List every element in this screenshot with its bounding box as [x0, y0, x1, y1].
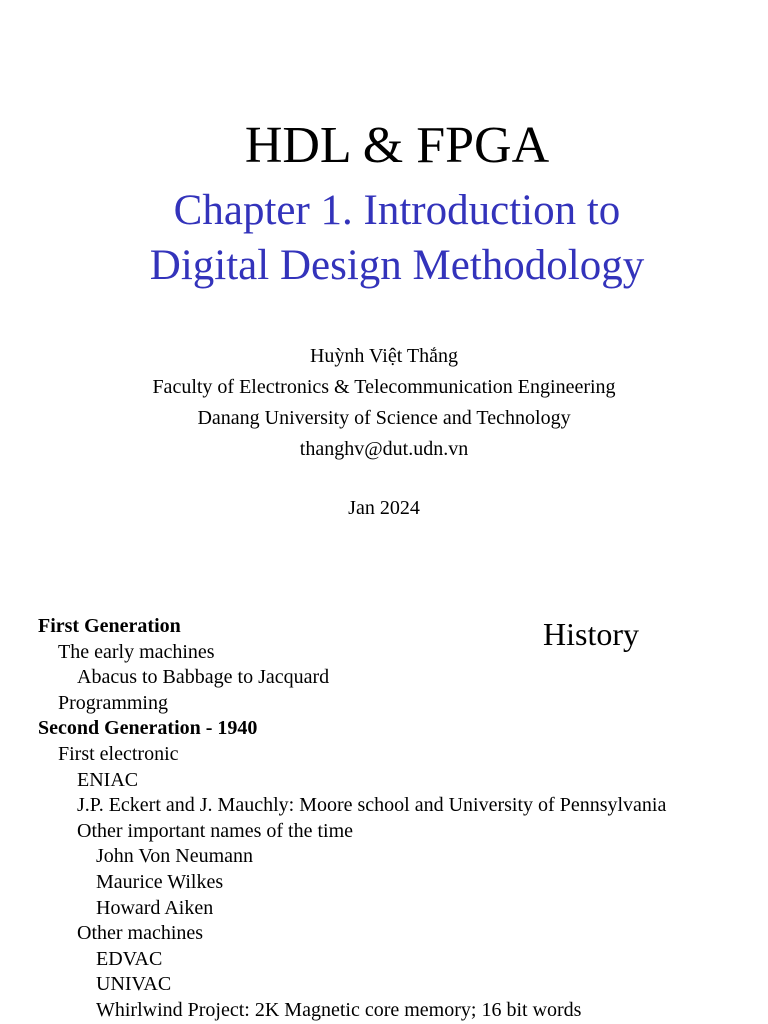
outline-item: Other important names of the time: [77, 819, 354, 842]
outline-item: J.P. Eckert and J. Mauchly: Moore school and University of Pennsylvania: [77, 794, 667, 817]
subtitle-line-2: Digital Design Methodology: [149, 242, 645, 289]
outline-item: UNIVAC: [96, 973, 172, 996]
document-title: HDL & FPGA: [244, 117, 550, 174]
outline-item: Abacus to Babbage to Jacquard: [77, 666, 330, 689]
presentation-date: Jan 2024: [348, 497, 420, 519]
author-info: [0, 341, 768, 465]
outline-item: EDVAC: [96, 947, 163, 970]
author-email: thanghv@dut.udn.vn: [299, 438, 469, 460]
history-slide: [0, 600, 768, 1024]
outline-item: ENIAC: [77, 768, 139, 791]
author-name: Huỳnh Việt Thắng: [309, 345, 459, 367]
outline-item: Maurice Wilkes: [96, 870, 224, 893]
outline-item: The early machines: [58, 640, 215, 663]
outline-item: Other machines: [77, 922, 204, 945]
chapter-subtitle: [0, 183, 768, 293]
outline-item: First electronic: [58, 742, 179, 765]
subtitle-line-1: Chapter 1. Introduction to: [173, 187, 621, 234]
outline-item: First Generation: [38, 615, 181, 637]
outline-item: Programming: [58, 691, 168, 714]
outline-item: Second Generation - 1940: [38, 717, 258, 740]
outline-item: Whirlwind Project: 2K Magnetic core memory; 16 bit words: [96, 998, 582, 1021]
university-name: Danang University of Science and Technology: [197, 407, 571, 429]
faculty-name: Faculty of Electronics & Telecommunication Engineering: [152, 376, 616, 398]
outline-item: Howard Aiken: [96, 896, 214, 919]
history-title: History: [543, 616, 639, 652]
outline-item: John Von Neumann: [96, 845, 254, 868]
history-outline: [38, 614, 666, 1024]
